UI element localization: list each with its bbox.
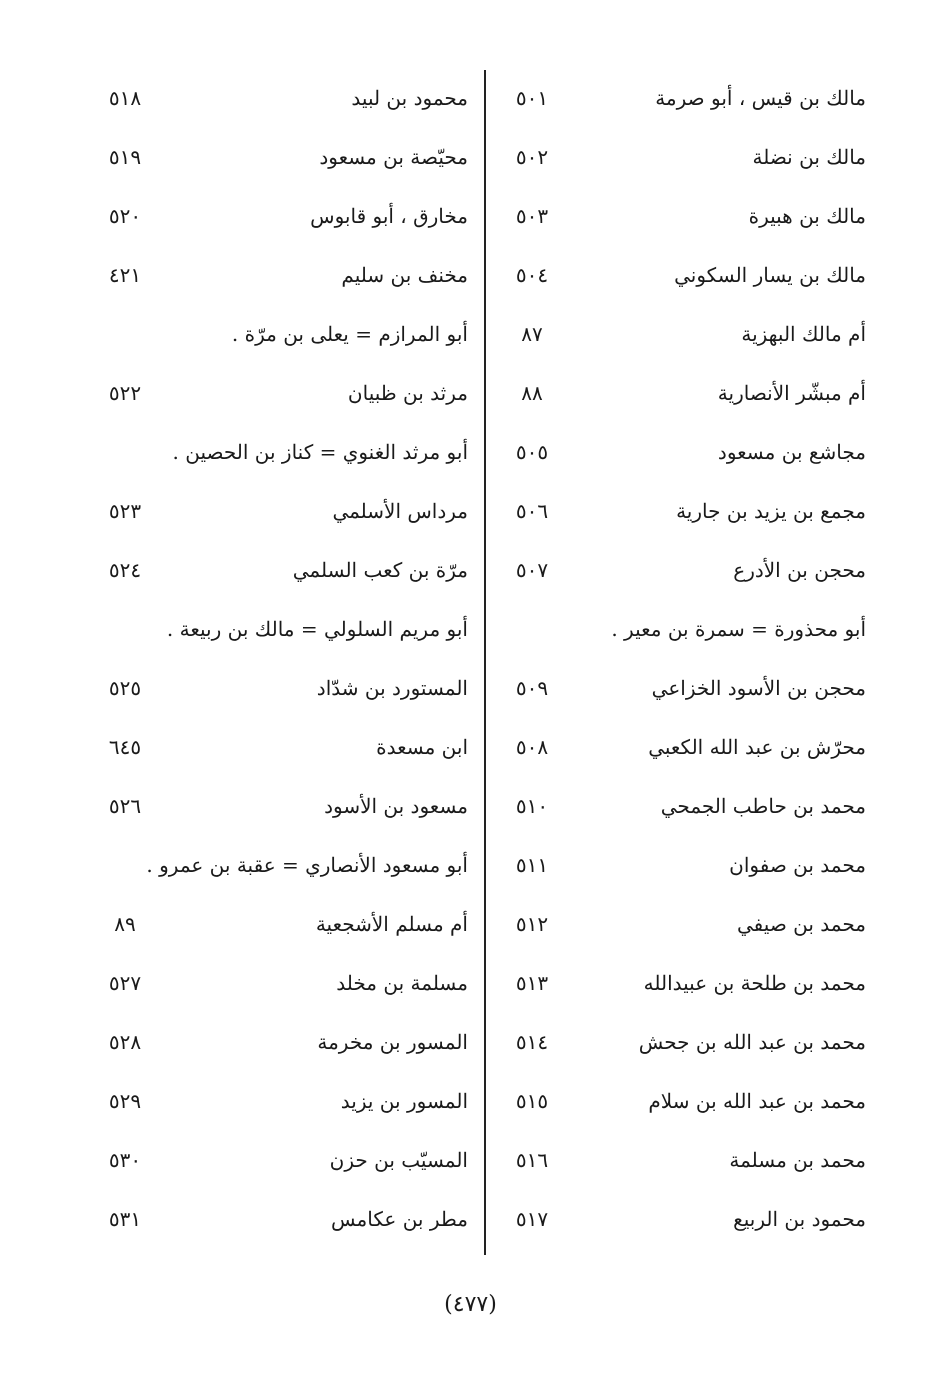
entry-name: مطر بن عكامس xyxy=(331,1207,468,1231)
list-item xyxy=(492,131,872,190)
entry-name: مرداس الأسلمي xyxy=(332,499,468,523)
entry-number: ٥٠٨ xyxy=(515,735,549,759)
entry-name: أم مالك البهزية xyxy=(741,322,866,346)
list-item xyxy=(100,898,478,957)
entry-number: ٥٠٦ xyxy=(515,499,549,523)
entry-number: ٥٣٠ xyxy=(108,1148,142,1172)
list-item xyxy=(492,190,872,249)
list-item xyxy=(100,367,478,426)
entry-name: ابن مسعدة xyxy=(376,735,468,759)
entry-name: محمد بن صفوان xyxy=(729,853,866,877)
entry-number: ٥١٠ xyxy=(515,794,549,818)
entry-number: ٥٢٤ xyxy=(108,558,142,582)
entry-name: أبو مرثد الغنوي = كناز بن الحصين . xyxy=(172,440,468,464)
entry-number: ٥١٢ xyxy=(515,912,549,936)
entry-name: أم مبشّر الأنصارية xyxy=(717,381,866,405)
entry-number: ٥٠٤ xyxy=(515,263,549,287)
entry-number: ٨٨ xyxy=(521,381,543,405)
entry-name: محمود بن لبيد xyxy=(351,86,468,110)
entry-number: ٥١٣ xyxy=(515,971,549,995)
list-item xyxy=(492,839,872,898)
entry-name: محمد بن عبد الله بن سلام xyxy=(648,1089,866,1113)
list-item xyxy=(100,72,478,131)
list-item xyxy=(492,1134,872,1193)
list-item xyxy=(492,721,872,780)
entry-number: ٥١٦ xyxy=(515,1148,549,1172)
entry-name: محيّصة بن مسعود xyxy=(319,145,468,169)
entry-name: أبو مسعود الأنصاري = عقبة بن عمرو . xyxy=(146,853,468,877)
list-item xyxy=(492,1016,872,1075)
list-item xyxy=(100,957,478,1016)
entry-name: مرثد بن ظبيان xyxy=(347,381,468,405)
entry-number: ٥١٨ xyxy=(108,86,142,110)
list-item xyxy=(100,1016,478,1075)
list-item xyxy=(492,662,872,721)
list-item xyxy=(492,544,872,603)
entry-name: محجن بن الأدرع xyxy=(733,558,866,582)
list-item xyxy=(100,131,478,190)
entry-number: ٥٠٣ xyxy=(515,204,549,228)
entry-number: ٥٢٥ xyxy=(108,676,142,700)
entry-name: مالك بن هبيرة xyxy=(748,204,866,228)
entry-name: محمود بن الربيع xyxy=(733,1207,866,1231)
list-item xyxy=(100,485,478,544)
entry-number: ٥٢٧ xyxy=(108,971,142,995)
entry-name: مخارق ، أبو قابوس xyxy=(310,204,468,228)
list-item xyxy=(100,1134,478,1193)
list-item xyxy=(492,308,872,367)
entry-number: ٥٢٦ xyxy=(108,794,142,818)
entry-name: محمد بن عبد الله بن جحش xyxy=(638,1030,866,1054)
list-item xyxy=(492,957,872,1016)
entry-number: ٥١٤ xyxy=(515,1030,549,1054)
entry-name: مخنف بن سليم xyxy=(341,263,468,287)
list-item xyxy=(492,603,872,662)
list-item xyxy=(100,780,478,839)
entry-name: مالك بن قيس ، أبو صرمة xyxy=(655,86,866,110)
entry-number: ٥٠٩ xyxy=(515,676,549,700)
entry-number: ٨٧ xyxy=(521,322,543,346)
entry-number: ٥٢٣ xyxy=(108,499,142,523)
list-item xyxy=(100,721,478,780)
list-item xyxy=(100,426,478,485)
list-item xyxy=(100,603,478,662)
entry-name: مالك بن نضلة xyxy=(752,145,866,169)
entry-name: المسيّب بن حزن xyxy=(329,1148,468,1172)
entry-name: أم مسلم الأشجعية xyxy=(315,912,468,936)
entry-number: ٥١٩ xyxy=(108,145,142,169)
entry-number: ٥١١ xyxy=(515,853,549,877)
entry-name: محمد بن صيفي xyxy=(737,912,866,936)
list-item xyxy=(100,190,478,249)
list-item xyxy=(492,780,872,839)
list-item xyxy=(492,1075,872,1134)
left-column xyxy=(100,72,478,1252)
list-item xyxy=(492,367,872,426)
entry-name: محمد بن طلحة بن عبيدالله xyxy=(643,971,866,995)
entry-name: محمد بن مسلمة xyxy=(729,1148,866,1172)
right-column xyxy=(492,72,872,1252)
list-item xyxy=(100,1193,478,1252)
entry-number: ٥٠٥ xyxy=(515,440,549,464)
entry-name: أبو محذورة = سمرة بن معير . xyxy=(611,617,866,641)
list-item xyxy=(100,839,478,898)
entry-name: أبو مريم السلولي = مالك بن ربيعة . xyxy=(166,617,468,641)
entry-name: مسعود بن الأسود xyxy=(324,794,468,818)
list-item xyxy=(100,544,478,603)
entry-number: ٥٢٢ xyxy=(108,381,142,405)
entry-number: ٥٠٢ xyxy=(515,145,549,169)
list-item xyxy=(492,249,872,308)
entry-number: ٥١٥ xyxy=(515,1089,549,1113)
column-divider xyxy=(484,70,486,1255)
list-item xyxy=(492,485,872,544)
list-item xyxy=(492,72,872,131)
list-item xyxy=(100,308,478,367)
list-item xyxy=(100,1075,478,1134)
entry-number: ٥٢٠ xyxy=(108,204,142,228)
entry-name: محرّش بن عبد الله الكعبي xyxy=(648,735,866,759)
page-number: (٤٧٧) xyxy=(444,1292,497,1317)
entry-name: مجمع بن يزيد بن جارية xyxy=(676,499,866,523)
list-item xyxy=(100,249,478,308)
list-item xyxy=(492,426,872,485)
entry-name: محمد بن حاطب الجمحي xyxy=(660,794,866,818)
entry-number: ٤٢١ xyxy=(108,263,142,287)
entry-name: المستورد بن شدّاد xyxy=(316,676,468,700)
entry-number: ٥٣١ xyxy=(108,1207,142,1231)
entry-number: ٦٤٥ xyxy=(108,735,142,759)
entry-number: ٨٩ xyxy=(114,912,136,936)
entry-name: أبو المرازم = يعلى بن مرّة . xyxy=(231,322,468,346)
entry-name: المسور بن مخرمة xyxy=(317,1030,468,1054)
entry-name: مسلمة بن مخلد xyxy=(336,971,468,995)
list-item xyxy=(492,898,872,957)
list-item xyxy=(100,662,478,721)
entry-name: محجن بن الأسود الخزاعي xyxy=(651,676,866,700)
list-item xyxy=(492,1193,872,1252)
entry-number: ٥٠٧ xyxy=(515,558,549,582)
entry-number: ٥٢٩ xyxy=(108,1089,142,1113)
entry-name: مالك بن يسار السكوني xyxy=(674,263,866,287)
entry-number: ٥٠١ xyxy=(515,86,549,110)
entry-number: ٥٢٨ xyxy=(108,1030,142,1054)
entry-name: المسور بن يزيد xyxy=(340,1089,468,1113)
entry-number: ٥١٧ xyxy=(515,1207,549,1231)
entry-name: مجاشع بن مسعود xyxy=(717,440,866,464)
entry-name: مرّة بن كعب السلمي xyxy=(292,558,468,582)
